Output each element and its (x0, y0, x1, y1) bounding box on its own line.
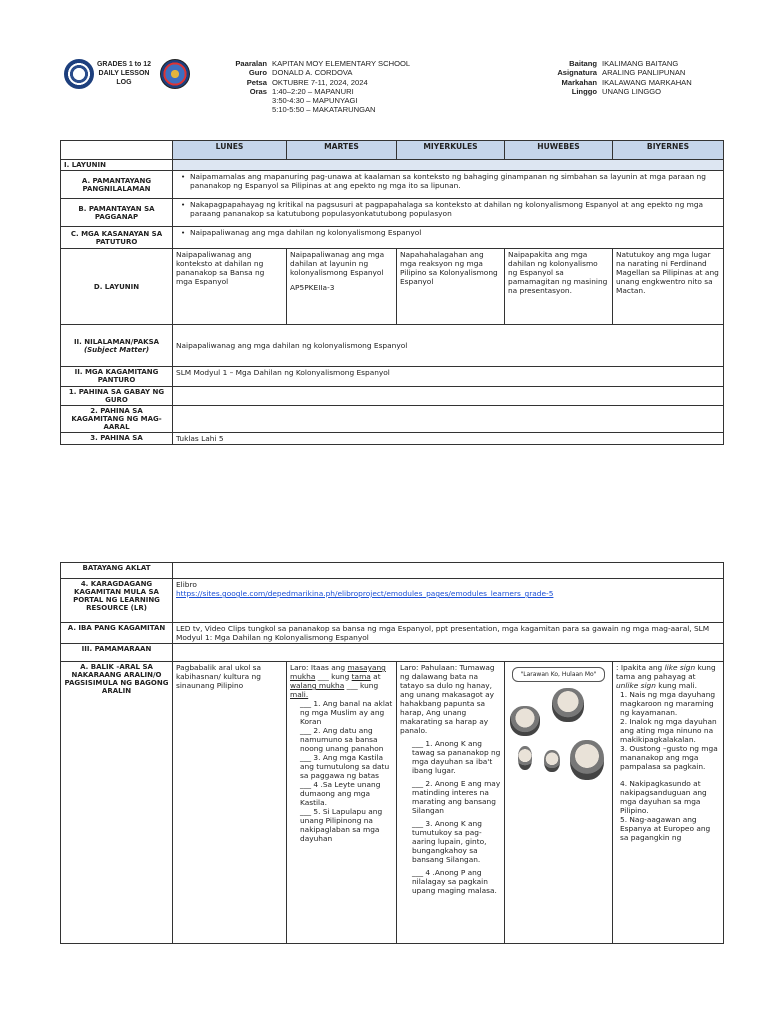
nilalaman-text: Naipapaliwanag ang mga dahilan ng kolonyalismong Espanyol (173, 325, 724, 367)
balik-aral-row: A. BALIK -ARAL SA NAKARAANG ARALIN/O PAGSISIMULA NG BAGONG ARALIN Pagbabalik aral ukol sa kabihasnan/ kultura ng sinaunang Pilipino Laro: Itaas ang masayang mukha ___ kung tama at walang mukha ___ kung mali. ___ 1. Ang banal na aklat ng mga Muslim ay ang Koran ___ 2. Ang datu ang namumuno sa bansa noong unang panahon ___ 3. Ang mga Kastila ang tumutulong sa datu sa paggawa ng batas ___ 4 .Sa Leyte unang dumaong ang mga Kastila. ___ 5. Si Lapulapu ang unang Pilipinong na nakipaglaban sa mga dayuhan Laro: Pahulaan: Tumawag ng dalawang bata na tatayo sa dulo ng hanay, ang unang makasagot ay hahakbang papunta sa harap, Ang unang makarating sa harap ay panalo. ___ 1. Anong K ang tawag sa pananakop ng mga dayuhan sa iba't ibang lugar. ___ 2. Anong E ang may matinding interes na marating ang bansang Silangan ___ 3. Anong K ang tumutukoy sa pag-aaring lupain, ginto, bungangkahoy sa bansang Silangan. ___ 4 .Anong P ang nilalagay sa pagkain upang maging malasa. "Larawan Ko, Hulaan Mo" : Ipakita ang like sign kung tama ang pahayag at unlike sign kung mali. 1. Nais ng mga dayuhang magkaroon ng maraming ng kayamanan. 2. Inalok ng mga dayuhan ang ating mga ninuno na makikipagkalakalan. 3. Oustong –gusto ng mga mananakop ang mga pampalasa sa pagkain. 4. Nakipagkasundo at nakipagsanduguan ang mga dayuhan sa mga Pilipino. 5. Nag-aagawan ang Espanya at Europeo ang sa pagangkin ng (61, 662, 724, 944)
kasanayan-text: Naipapaliwanag ang mga dahilan ng kolonyalismong Espanyol (190, 228, 422, 237)
lesson-table-2 (60, 562, 724, 944)
layunin-huwebes: Naipapakita ang mga dahilan ng kolonyalismo ng Espanyol sa pamamagitan ng masining na presentasyon. (505, 249, 613, 325)
dll-header (58, 57, 718, 121)
day-biyernes: BIYERNES (613, 141, 724, 160)
list-item: ___ 4 .Sa Leyte unang dumaong ang mga Kastila. (300, 780, 381, 807)
gabay-guro-row: 1. PAHINA SA GABAY NG GURO (61, 387, 724, 406)
elibro-text: Elibro (176, 580, 197, 589)
nilalaman-row: II. NILALAMAN/PAKSA (Subject Matter) Naipapaliwanag ang mga dahilan ng kolonyalismong Espanyol (61, 325, 724, 367)
kagamitang-panturo-row: II. MGA KAGAMITANG PANTURO SLM Modyul 1 – Mga Dahilan ng Kolonyalismong Espanyol (61, 367, 724, 387)
list-item: ___ 4 .Anong P ang nilalagay sa pagkain upang maging malasa. (412, 868, 497, 895)
linggo-value: UNANG LINGGO (602, 86, 662, 96)
pamamaraan-row: III. PAMAMARAAN (61, 644, 724, 662)
iba-pang-kagamitan-text: LED tv, Video Clips tungkol sa pananakop sa bansa ng mga Espanyol, ppt presentation, mga kagamitan para sa gawain ng mga mag-aaral, SLM Modyul 1: Mga Dahilan ng Kolonyalismong Espanyol (173, 623, 724, 644)
day-header-row (61, 141, 724, 160)
balik-aral-miyerkules: Laro: Pahulaan: Tumawag ng dalawang bata na tatayo sa dulo ng hanay, ang unang makasagot ay hahakbang papunta sa harap, Ang unang makarating sa harap ay panalo. ___ 1. Anong K ang tawag sa pananakop ng mga dayuhan sa iba't ibang lugar. ___ 2. Anong E ang may matinding interes na marating ang bansang Silangan ___ 3. Anong K ang tumutukoy sa pag-aaring lupain, ginto, bungangkahoy sa bansang Silangan. ___ 4 .Anong P ang nilalagay sa pagkain upang maging malasa. (397, 662, 505, 944)
lesson-table-1 (60, 140, 724, 445)
list-item: ___ 2. Anong E ang may matinding interes na marating ang bansang Silangan (412, 779, 501, 815)
list-item: 1. Nais ng mga dayuhang magkaroon ng maraming ng kayamanan. (620, 690, 716, 717)
kagamitang-panturo-text: SLM Modyul 1 – Mga Dahilan ng Kolonyalismong Espanyol (173, 367, 724, 387)
list-item: ___ 3. Ang mga Kastila ang tumutulong sa datu sa paggawa ng batas (300, 753, 390, 780)
oras-value: 1:40–2:20 – MAPANURI 3:50-4:30 – MAPUNYAGI 5:10-5:50 – MAKATARUNGAN (272, 86, 376, 115)
day-huwebes: HUWEBES (505, 141, 613, 160)
karagdagang-kagamitan-row: 4. KARAGDAGANG KAGAMITAN MULA SA PORTAL NG LEARNING RESOURCE (LR) Elibro https://sites.google.com/depedmarikina.ph/elibroproject/emodules_pages/emodules_learners_grade-5 (61, 579, 724, 623)
balik-aral-biyernes: : Ipakita ang like sign kung tama ang pahayag at unlike sign kung mali. 1. Nais ng mga dayuhang magkaroon ng maraming ng kayamanan. 2. Inalok ng mga dayuhan ang ating mga ninuno na makikipagkalakalan. 3. Oustong –gusto ng mga mananakop ang mga pampalasa sa pagkain. 4. Nakipagkasundo at nakipagsanduguan ang mga dayuhan sa mga Pilipino. 5. Nag-aagawan ang Espanya at Europeo ang sa pagangkin ng (613, 662, 724, 944)
list-item: 3. Oustong –gusto ng mga mananakop ang mga pampalasa sa pagkain. (620, 744, 718, 771)
dll-title: GRADES 1 to 12 DAILY LESSON LOG (96, 61, 152, 86)
iba-pang-kagamitan-row: A. IBA PANG KAGAMITAN LED tv, Video Clips tungkol sa pananakop sa bansa ng mga Espanyol, ppt presentation, mga kagamitan para sa gawain ng mga mag-aaral, SLM Modyul 1: Mga Dahilan ng Kolonyalismong Espanyol (61, 623, 724, 644)
guro-value: DONALD A. CORDOVA (272, 68, 353, 78)
face-photo-icon (544, 750, 560, 772)
petsa-value: OKTUBRE 7-11, 2024, 2024 (272, 77, 368, 87)
face-photo-icon (510, 706, 540, 736)
balik-aral-lunes: Pagbabalik aral ukol sa kabihasnan/ kultura ng sinaunang Pilipino (173, 662, 287, 944)
baitang-value: IKALIMANG BAITANG (602, 59, 679, 68)
balik-aral-huwebes (505, 662, 613, 944)
header-meta-right: Baitang IKALIMANG BAITANG Asignatura ARALING PANLIPUNAN Markahan IKALAWANG MARKAHAN Linggo UNANG LINGGO (557, 59, 692, 96)
d-layunin-row: D. LAYUNIN Naipapaliwanag ang konteksto at dahilan ng pananakop sa Bansa ng mga Espanyol Naipapaliwanag ang mga dahilan at layunin ng kolonyalismong Espanyol AP5PKEIIa-3 Napahahalagahan ang mga reaksyon ng mga Pilipino sa Kolonyalismong Espanyol Naipapakita ang mga dahilan ng kolonyalismo ng Espanyol sa pamamagitan ng masining na presentasyon. Natutukoy ang mga lugar na narating ni Ferdinand Magellan sa Pilipinas at ang unang engkwentro nito sa Mactan. (61, 249, 724, 325)
competency-code: AP5PKEIIa-3 (290, 283, 335, 292)
layunin-biyernes: Natutukoy ang mga lugar na narating ni Ferdinand Magellan sa Pilipinas at ang unang engkwentro nito sa Mactan. (613, 249, 724, 325)
layunin-row: I. LAYUNIN (61, 160, 724, 171)
list-item: ___ 3. Anong K ang tumutukoy sa pag-aaring lupain, ginto, bungangkahoy sa bansang Silangan. (412, 819, 487, 864)
list-item: ___ 5. Si Lapulapu ang unang Pilipinong na nakipaglaban sa mga dayuhan (300, 807, 383, 843)
day-miyerkules: MIYERKULES (397, 141, 505, 160)
pahulaan-list (400, 739, 501, 895)
callout-larawan: "Larawan Ko, Hulaan Mo" (512, 667, 605, 682)
balik-aral-martes: Laro: Itaas ang masayang mukha ___ kung tama at walang mukha ___ kung mali. ___ 1. Ang banal na aklat ng mga Muslim ay ang Koran ___ 2. Ang datu ang namumuno sa bansa noong unang panahon ___ 3. Ang mga Kastila ang tumutulong sa datu sa paggawa ng batas ___ 4 .Sa Leyte unang dumaong ang mga Kastila. ___ 5. Si Lapulapu ang unang Pilipinong na nakipaglaban sa mga dayuhan (287, 662, 397, 944)
tuklas-lahi-text: Tuklas Lahi 5 (173, 433, 724, 445)
pamantayan-sa-pagganap-row: B. PAMANTAYAN SA PAGGANAP • Nakapagpapahayag ng kritikal na pagsusuri at pagpapahalaga sa konteksto at dahilan ng kolonyalismong Espanyol at ang epekto ng mga paraang pananakop sa katutubong populasyonkatutubong populasyon (61, 199, 724, 227)
tama-mali-list (290, 699, 393, 843)
pamantayan-sa-pagganap-text: Nakapagpapahayag ng kritikal na pagsusuri at pagpapahalaga sa konteksto at dahilan ng kolonyalismong Espanyol at ang epekto ng mga paraang pananakop sa katutubong populasyonkatutubong populasyon (190, 200, 704, 218)
layunin-martes: Naipapaliwanag ang mga dahilan at layunin ng kolonyalismong Espanyol AP5PKEIIa-3 (287, 249, 397, 325)
layunin-lunes: Naipapaliwanag ang konteksto at dahilan ng pananakop sa Bansa ng mga Espanyol (173, 249, 287, 325)
face-photo-icon (518, 746, 532, 770)
list-item: ___ 1. Ang banal na aklat ng mga Muslim ay ang Koran (300, 699, 393, 726)
face-photo-icon (570, 740, 604, 780)
face-photo-icon (552, 688, 584, 722)
list-item: ___ 1. Anong K ang tawag sa pananakop ng mga dayuhan sa iba't ibang lugar. (412, 739, 501, 775)
school-seal-icon (160, 59, 190, 89)
elibro-link[interactable]: https://sites.google.com/depedmarikina.ph/elibroproject/emodules_pages/emodules_learners_grade-5 (176, 589, 554, 598)
pahina-sa-row: 3. PAHINA SA Tuklas Lahi 5 (61, 433, 724, 445)
list-item: ___ 2. Ang datu ang namumuno sa bansa noong unang panahon (300, 726, 384, 753)
markahan-value: IKALAWANG MARKAHAN (602, 77, 692, 87)
pamantayang-pangnilalaman-text: Naipamamalas ang mapanuring pag-unawa at kaalaman sa konteksto ng bahaging ginampanan ng simbahan sa layunin at mga paraan ng pananakop ng Espanyol sa Pilipinas at ang epekto ng mga ito sa lipunan. (190, 172, 706, 190)
list-item: 2. Inalok ng mga dayuhan ang ating mga ninuno na makikipagkalakalan. (620, 717, 717, 744)
pamantayang-pangnilalaman-row: A. PAMANTAYANG PANGNILALAMAN • Naipamamalas ang mapanuring pag-unawa at kaalaman sa konteksto ng bahaging ginampanan ng simbahan sa layunin at mga paraan ng pananakop ng Espanyol sa Pilipinas at ang epekto ng mga ito sa lipunan. (61, 171, 724, 199)
header-meta-left: Paaralan KAPITAN MOY ELEMENTARY SCHOOL Guro DONALD A. CORDOVA Petsa OKTUBRE 7-11, 2024, 2024 Oras 1:40–2:20 – MAPANURI 3:50-4:30 – MAPUNYAGI 5:10-5:50 – MAKATARUNGAN (235, 59, 411, 115)
face-photos (508, 688, 609, 818)
like-sign-list (616, 690, 720, 842)
kasanayan-row: C. MGA KASANAYAN SA PATUTURO • Naipapaliwanag ang mga dahilan ng kolonyalismong Espanyol (61, 227, 724, 249)
day-martes: MARTES (287, 141, 397, 160)
list-item: 5. Nag-aagawan ang Espanya at Europeo ang sa pagangkin ng (620, 815, 711, 842)
day-lunes: LUNES (173, 141, 287, 160)
batayang-aklat-row: BATAYANG AKLAT (61, 563, 724, 579)
list-item: 4. Nakipagkasundo at nakipagsanduguan ang mga dayuhan sa mga Pilipino. (620, 779, 707, 815)
asignatura-value: ARALING PANLIPUNAN (602, 68, 686, 78)
paaralan-value: KAPITAN MOY ELEMENTARY SCHOOL (272, 59, 411, 68)
layunin-miyerkules: Napahahalagahan ang mga reaksyon ng mga Pilipino sa Kolonyalismong Espanyol (397, 249, 505, 325)
kagamitang-mag-aaral-row: 2. PAHINA SA KAGAMITANG NG MAG-AARAL (61, 406, 724, 433)
